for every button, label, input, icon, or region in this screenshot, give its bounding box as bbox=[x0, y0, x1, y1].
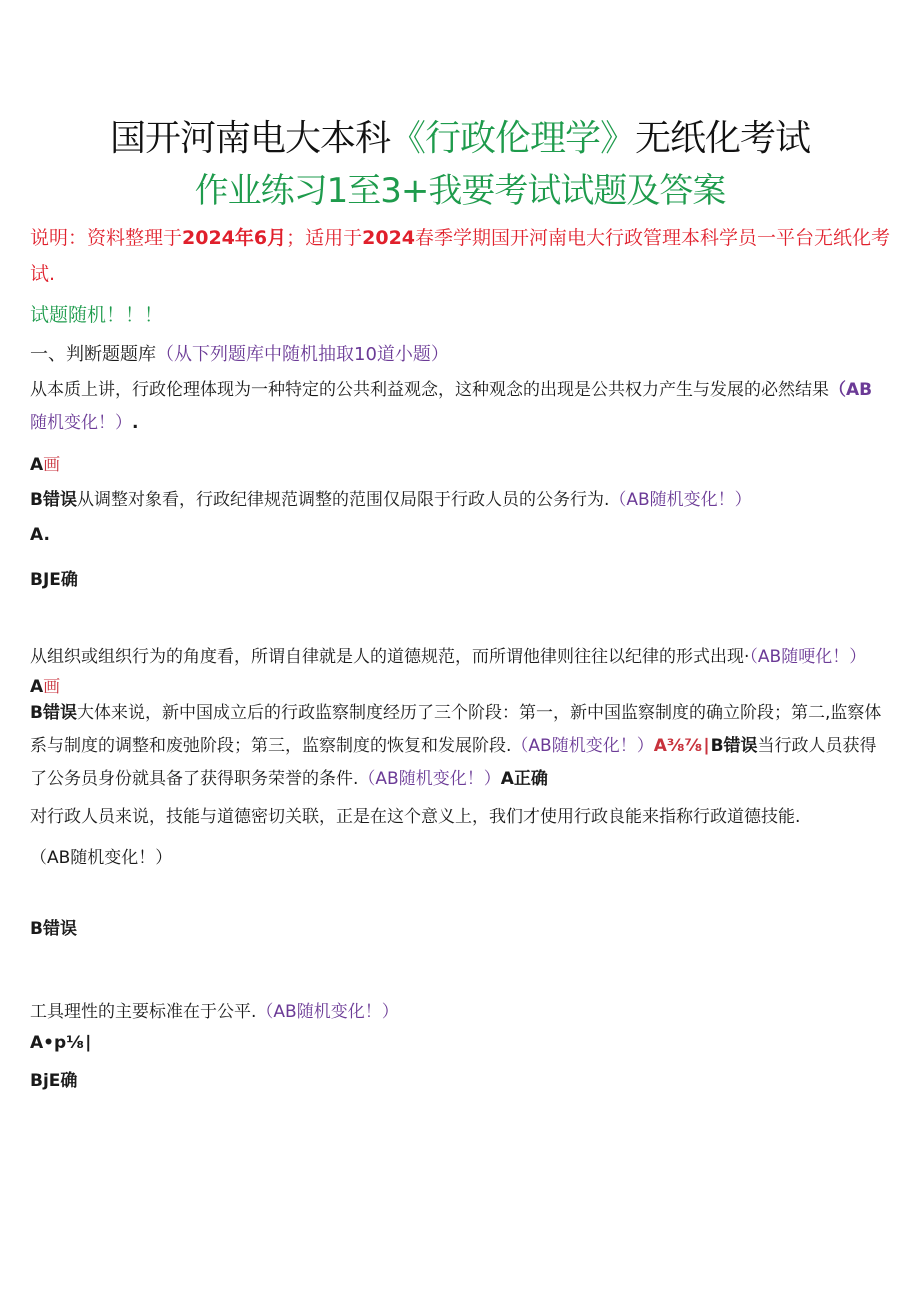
title-course-name: 《行政伦理学》 bbox=[389, 118, 635, 159]
question-3-tag: （AB随哽化！） bbox=[749, 647, 867, 667]
question-2-answer-b: BJE确 bbox=[30, 570, 78, 590]
question-7-answer-b: BjE确 bbox=[30, 1071, 78, 1091]
question-7-text: 工具理性的主要标准在于公平. bbox=[30, 1002, 257, 1022]
answer-letter: A bbox=[30, 677, 44, 697]
question-1-end: . bbox=[132, 413, 139, 433]
title-suffix: 无纸化考试 bbox=[635, 118, 811, 159]
note-label: 说明：资料整理于 bbox=[30, 227, 183, 249]
note-date: 2024年6月 bbox=[182, 227, 287, 249]
question-3-answer bbox=[30, 672, 60, 697]
question-6-answer: B错误 bbox=[30, 919, 77, 939]
question-3 bbox=[30, 642, 866, 667]
question-5-b-label: B错误 bbox=[710, 736, 758, 756]
random-notice: 试题随机！！！ bbox=[30, 304, 164, 326]
question-2-tag: （AB随机变化！） bbox=[609, 490, 752, 510]
document-title-line2: 作业练习1至3+我要考试试题及答案 bbox=[194, 171, 726, 211]
question-4-tag: （AB随机变化！） bbox=[511, 736, 654, 756]
note-term: 2024 bbox=[362, 227, 416, 249]
question-1-text: 从本质上讲，行政伦理体现为一种特定的公共利益观念，这种观念的出现是公共权力产生与发展的必然结果 bbox=[30, 380, 829, 400]
document-note bbox=[30, 220, 892, 292]
question-2-answer-a: A. bbox=[30, 525, 50, 545]
question-4-b-label: B错误 bbox=[30, 703, 77, 723]
question-7-answer-a: A•p⅛∣ bbox=[30, 1033, 93, 1053]
question-6-tag: （AB随机变化！） bbox=[30, 848, 173, 868]
title-prefix: 国开河南电大本科 bbox=[109, 118, 390, 159]
section-title: 一、判断题题库 bbox=[30, 344, 156, 365]
question-2-text: 从调整对象看，行政纪律规范调整的范围仅局限于行政人员的公务行为. bbox=[76, 490, 610, 510]
question-1-answer bbox=[30, 450, 60, 475]
question-2-b-label: B错误 bbox=[30, 490, 77, 510]
question-4-text: 大体来说，新中国成立后的行政监察制度经历了三个阶段：第一，新中国监察制度的确立阶段；第二,监察体系与制度的调整和废弛阶段；第三，监察制度的恢复和发展阶段. bbox=[30, 703, 882, 756]
answer-glyph: 画 bbox=[43, 677, 61, 697]
note-rest: 春季学期国开河南电大行政管理本科学员一平台无纸化考试. bbox=[30, 227, 891, 285]
question-1-tag-b: 随机变化！） bbox=[30, 413, 132, 433]
question-7 bbox=[30, 997, 399, 1022]
question-2 bbox=[30, 485, 752, 510]
section-heading bbox=[30, 340, 449, 366]
answer-glyph: 画 bbox=[43, 455, 61, 475]
section-hint: （从下列题库中随机抽取10道小题） bbox=[156, 344, 449, 365]
question-5-answer: A正确 bbox=[500, 769, 548, 789]
question-6-text: 对行政人员来说，技能与道德密切关联，正是在这个意义上，我们才使用行政良能来指称行政道德技能. bbox=[30, 807, 801, 827]
document-title-line1 bbox=[0, 110, 920, 161]
question-4-5-block bbox=[30, 697, 892, 796]
question-4-answer-garbled: A⅜⅞∣ bbox=[653, 736, 711, 756]
note-mid: ；适用于 bbox=[286, 227, 363, 249]
question-1 bbox=[30, 374, 892, 440]
answer-letter: A bbox=[30, 455, 44, 475]
question-5-text: 当行政人员获得了公务员身份就具备了获得职务荣誉的条件. bbox=[30, 736, 877, 789]
question-5-tag: （AB随机变化！） bbox=[358, 769, 501, 789]
question-3-text: 从组织或组织行为的角度看，所谓自律就是人的道德规范，而所谓他律则往往以纪律的形式出现· bbox=[30, 647, 750, 667]
question-7-tag: （AB随机变化！） bbox=[256, 1002, 399, 1022]
question-1-tag-a: （AB bbox=[829, 380, 873, 400]
